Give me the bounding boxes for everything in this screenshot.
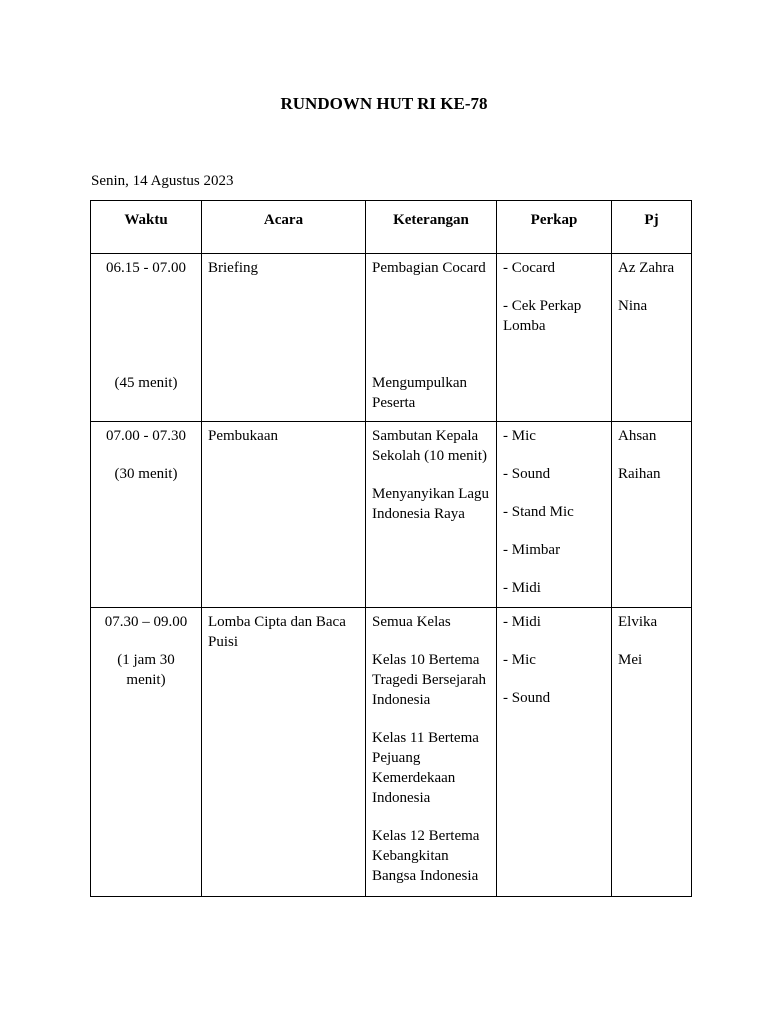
person-in-charge: Nina <box>618 298 648 314</box>
header-pj: Pj <box>612 201 692 254</box>
person-in-charge: Raihan <box>618 466 661 482</box>
person-in-charge: Mei <box>618 652 643 668</box>
equipment-item: - Sound <box>503 466 551 482</box>
event-name: Lomba Cipta dan Baca Puisi <box>208 614 346 650</box>
equipment-item: - Stand Mic <box>503 504 574 520</box>
equipment-item: - Mic <box>503 652 536 668</box>
header-keterangan: Keterangan <box>366 201 497 254</box>
cell-waktu <box>91 608 202 897</box>
table-header-row <box>91 201 692 254</box>
equipment-item: - Midi <box>503 614 541 630</box>
header-acara: Acara <box>202 201 366 254</box>
cell-pj <box>612 608 692 897</box>
event-date: Senin, 14 Agustus 2023 <box>91 173 234 189</box>
event-name: Briefing <box>208 260 258 276</box>
cell-acara <box>202 254 366 422</box>
duration: (45 menit) <box>114 375 178 391</box>
cell-keterangan <box>366 608 497 897</box>
time-range: 07.00 - 07.30 <box>106 428 186 444</box>
duration: (1 jam 30 menit) <box>117 652 175 688</box>
note-item: Menyanyikan Lagu Indonesia Raya <box>372 486 490 522</box>
equipment-item: - Sound <box>503 690 551 706</box>
header-waktu: Waktu <box>91 201 202 254</box>
cell-perkap <box>497 608 612 897</box>
cell-acara <box>202 422 366 608</box>
equipment-item: - Midi <box>503 580 541 596</box>
cell-waktu <box>91 254 202 422</box>
time-range: 07.30 – 09.00 <box>104 614 188 630</box>
cell-keterangan <box>366 254 497 422</box>
duration: (30 menit) <box>114 466 178 482</box>
cell-perkap <box>497 254 612 422</box>
cell-pj <box>612 254 692 422</box>
cell-waktu <box>91 422 202 608</box>
table-row <box>91 254 692 422</box>
equipment-item: - Mimbar <box>503 542 561 558</box>
note-item: Kelas 10 Bertema Tragedi Bersejarah Indonesia <box>372 652 486 708</box>
time-range: 06.15 - 07.00 <box>106 260 186 276</box>
note-item: Kelas 12 Bertema Kebangkitan Bangsa Indonesia <box>372 828 480 884</box>
equipment-item: - Mic <box>503 428 536 444</box>
person-in-charge: Ahsan <box>618 428 657 444</box>
cell-keterangan <box>366 422 497 608</box>
document-title: RUNDOWN HUT RI KE-78 <box>280 94 488 113</box>
person-in-charge: Az Zahra <box>618 260 675 276</box>
equipment-item: - Cocard <box>503 260 556 276</box>
cell-acara <box>202 608 366 897</box>
note-item: Semua Kelas <box>372 614 451 630</box>
cell-perkap <box>497 422 612 608</box>
cell-pj <box>612 422 692 608</box>
header-perkap: Perkap <box>497 201 612 254</box>
note-item: Sambutan Kepala Sekolah (10 menit) <box>372 428 487 464</box>
note-item: Kelas 11 Bertema Pejuang Kemerdekaan Indonesia <box>372 730 479 806</box>
equipment-item: - Cek Perkap Lomba <box>503 298 582 334</box>
table-row <box>91 422 692 608</box>
note-item: Mengumpulkan Peserta <box>372 375 467 411</box>
rundown-table <box>90 200 692 897</box>
table-row <box>91 608 692 897</box>
person-in-charge: Elvika <box>618 614 658 630</box>
note-item: Pembagian Cocard <box>372 260 486 276</box>
event-name: Pembukaan <box>208 428 278 444</box>
